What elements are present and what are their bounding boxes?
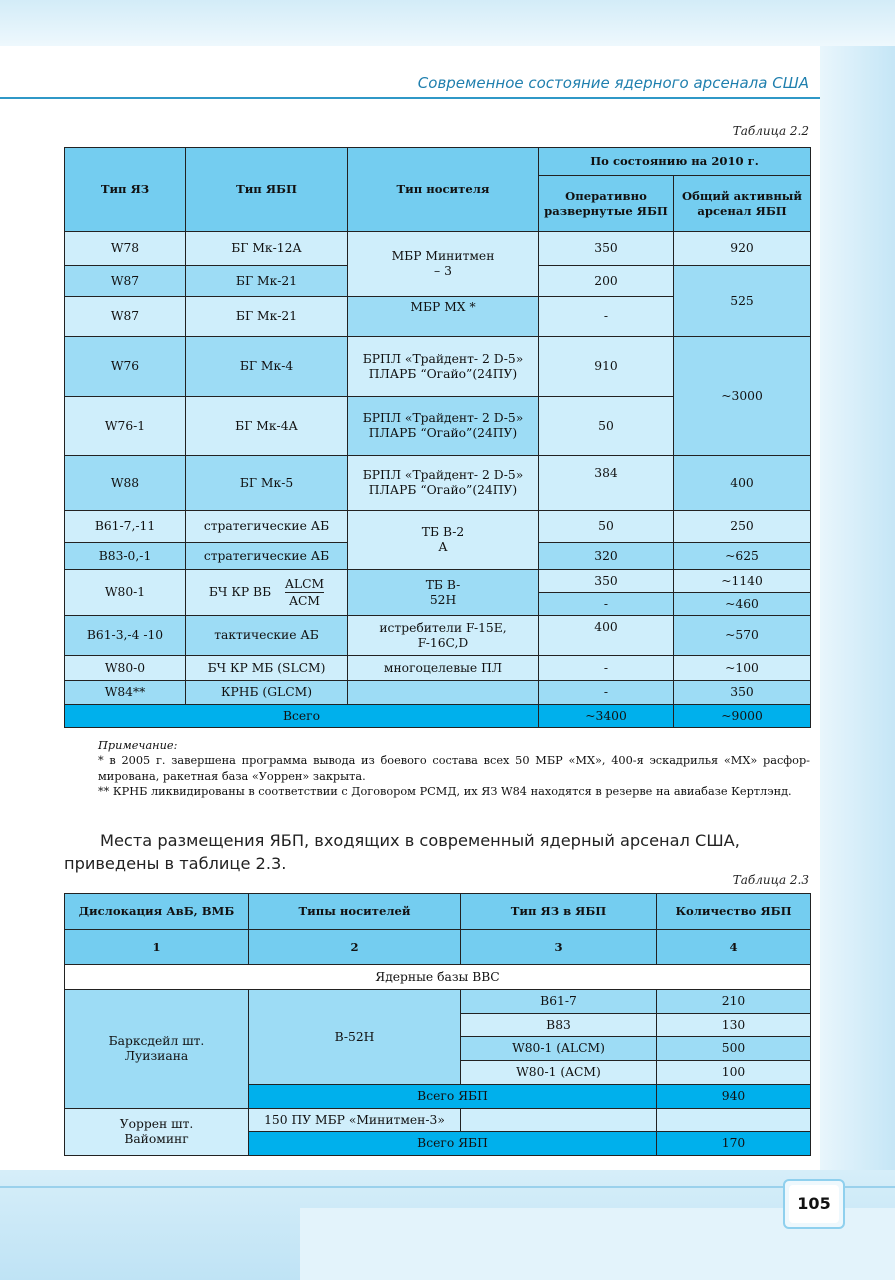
cell-ybp: БЧ КР МБ (SLCM): [186, 656, 348, 681]
page-number: 105: [789, 1185, 839, 1223]
column-number: 2: [249, 930, 461, 965]
total-arsenal: ~9000: [674, 705, 811, 728]
header-deployed: Оперативно развернутые ЯБП: [539, 176, 674, 232]
cell-yaz: B61-7,-11: [65, 511, 186, 543]
section-header: Ядерные базы ВВС: [65, 965, 811, 990]
warhead-type: B61-7: [461, 990, 657, 1014]
cell-ybp: БГ Мк-4А: [186, 397, 348, 456]
base-name: Барксдейл шт. Луизиана: [65, 990, 249, 1109]
cell-ybp: стратегические АБ: [186, 511, 348, 543]
header-period: По состоянию на 2010 г.: [539, 148, 811, 176]
cell-deployed: -: [539, 656, 674, 681]
cell-total: ~460: [674, 593, 811, 616]
cell-deployed: 50: [539, 511, 674, 543]
warhead-type: W80-1 (ALCM): [461, 1037, 657, 1061]
column-number: 3: [461, 930, 657, 965]
cell-deployed: -: [539, 593, 674, 616]
warhead-type: B83: [461, 1014, 657, 1037]
table-2-2: [64, 147, 811, 728]
cell-carrier: многоцелевые ПЛ: [348, 656, 539, 681]
footer-rule: [0, 1186, 895, 1188]
running-head: Современное состояние ядерного арсенала США: [417, 74, 809, 92]
cell-ybp: стратегические АБ: [186, 543, 348, 570]
warhead-qty: 210: [657, 990, 811, 1014]
notes-label: Примечание:: [98, 739, 178, 752]
total-deployed: ~3400: [539, 705, 674, 728]
cell-ybp: БГ Мк-21: [186, 297, 348, 337]
cell-ybp-prefix: БЧ КР ВБ: [208, 585, 272, 599]
body-paragraph: Места размещения ЯБП, входящих в современный ядерный арсенал США, приведены в таблице 2.3.: [64, 831, 740, 873]
base-total-label: Всего ЯБП: [249, 1132, 657, 1156]
cell-total: 250: [674, 511, 811, 543]
cell-deployed: 350: [539, 570, 674, 593]
ybp-fraction: [285, 576, 324, 609]
cell-deployed: -: [539, 681, 674, 705]
cell-total: 350: [674, 681, 811, 705]
fraction-bottom: ACM: [289, 594, 321, 608]
top-margin-band: [0, 0, 895, 46]
cell-ybp: БГ Мк-4: [186, 337, 348, 397]
cell-total: 920: [674, 232, 811, 266]
cell-yaz: W87: [65, 266, 186, 297]
warhead-qty: 130: [657, 1014, 811, 1037]
cell-yaz: W76: [65, 337, 186, 397]
header-location: Дислокация АвБ, ВМБ: [65, 894, 249, 930]
empty-cell: [657, 1109, 811, 1132]
cell-yaz: B83-0,-1: [65, 543, 186, 570]
base-total-qty: 170: [657, 1132, 811, 1156]
base-total-label: Всего ЯБП: [249, 1085, 657, 1109]
note-2: ** КРНБ ликвидированы в соответствии с Договором РСМД, их ЯЗ W84 находятся в резерве на авиабазе Кертлэнд.: [98, 785, 792, 799]
cell-carrier: истребители F-15E, F-16C,D: [348, 616, 539, 656]
cell-deployed: 50: [539, 397, 674, 456]
cell-yaz: W80-0: [65, 656, 186, 681]
cell-ybp: БГ Мк-21: [186, 266, 348, 297]
header-warhead-type: Тип ЯЗ в ЯБП: [461, 894, 657, 930]
column-number: 4: [657, 930, 811, 965]
warhead-type: W80-1 (ACM): [461, 1061, 657, 1085]
header-type-yaz: Тип ЯЗ: [65, 148, 186, 232]
total-label: Всего: [65, 705, 539, 728]
table-caption-2-3: Таблица 2.3: [732, 873, 809, 887]
cell-deployed: -: [539, 297, 674, 337]
cell-yaz: W80-1: [65, 570, 186, 616]
note-1: * в 2005 г. завершена программа вывода из боевого состава всех 50 МБР «МХ», 400-я эскадрилья «МХ» расфор-мирована, ракетная база «Уоррен» закрыта.: [98, 754, 810, 783]
cell-total: ~3000: [674, 337, 811, 456]
cell-carrier: [348, 681, 539, 705]
header-carriers: Типы носителей: [249, 894, 461, 930]
cell-ybp-fraction: [186, 570, 348, 616]
cell-yaz: W76-1: [65, 397, 186, 456]
table-2-3: [64, 893, 811, 1156]
cell-yaz: W78: [65, 232, 186, 266]
cell-carrier: МБР Минитмен – 3: [348, 232, 539, 297]
header-quantity: Количество ЯБП: [657, 894, 811, 930]
header-total: Общий активный арсенал ЯБП: [674, 176, 811, 232]
base-carrier: 150 ПУ МБР «Минитмен-3»: [249, 1109, 461, 1132]
cell-deployed: 200: [539, 266, 674, 297]
cell-carrier: БРПЛ «Трайдент- 2 D-5» ПЛАРБ “Огайо”(24ПУ): [348, 337, 539, 397]
cell-total: ~570: [674, 616, 811, 656]
table-caption-2-2: Таблица 2.2: [732, 124, 809, 138]
column-number: 1: [65, 930, 249, 965]
cell-yaz: W84**: [65, 681, 186, 705]
right-margin-band: [809, 0, 895, 1280]
cell-yaz: W87: [65, 297, 186, 337]
cell-deployed: 350: [539, 232, 674, 266]
cell-yaz: W88: [65, 456, 186, 511]
cell-carrier: БРПЛ «Трайдент- 2 D-5» ПЛАРБ “Огайо”(24ПУ): [348, 456, 539, 511]
cell-carrier: МБР МХ *: [348, 297, 539, 337]
empty-cell: [461, 1109, 657, 1132]
cell-yaz: B61-3,-4 -10: [65, 616, 186, 656]
header-rule: [0, 97, 820, 99]
cell-total: ~625: [674, 543, 811, 570]
cell-total: ~100: [674, 656, 811, 681]
cell-carrier: БРПЛ «Трайдент- 2 D-5» ПЛАРБ “Огайо”(24ПУ): [348, 397, 539, 456]
cell-ybp: КРНБ (GLCM): [186, 681, 348, 705]
cell-total: 400: [674, 456, 811, 511]
cell-ybp: БГ Мк-12А: [186, 232, 348, 266]
fraction-top: ALCM: [285, 577, 325, 591]
base-carrier: B-52H: [249, 990, 461, 1085]
cell-total: ~1140: [674, 570, 811, 593]
base-name: Уоррен шт. Вайоминг: [65, 1109, 249, 1156]
warhead-qty: 100: [657, 1061, 811, 1085]
cell-deployed: 320: [539, 543, 674, 570]
page-number-frame: [783, 1179, 845, 1229]
cell-deployed: 384: [539, 456, 674, 511]
cell-total: 525: [674, 266, 811, 337]
warhead-qty: 500: [657, 1037, 811, 1061]
cell-ybp: БГ Мк-5: [186, 456, 348, 511]
cell-carrier: ТБ B-52H: [348, 570, 539, 616]
base-total-qty: 940: [657, 1085, 811, 1109]
header-carrier: Тип носителя: [348, 148, 539, 232]
table-notes: [98, 738, 810, 800]
cell-deployed: 910: [539, 337, 674, 397]
cell-deployed: 400: [539, 616, 674, 656]
cell-ybp: тактические АБ: [186, 616, 348, 656]
header-type-ybp: Тип ЯБП: [186, 148, 348, 232]
cell-carrier: ТБ B-2 A: [348, 511, 539, 570]
